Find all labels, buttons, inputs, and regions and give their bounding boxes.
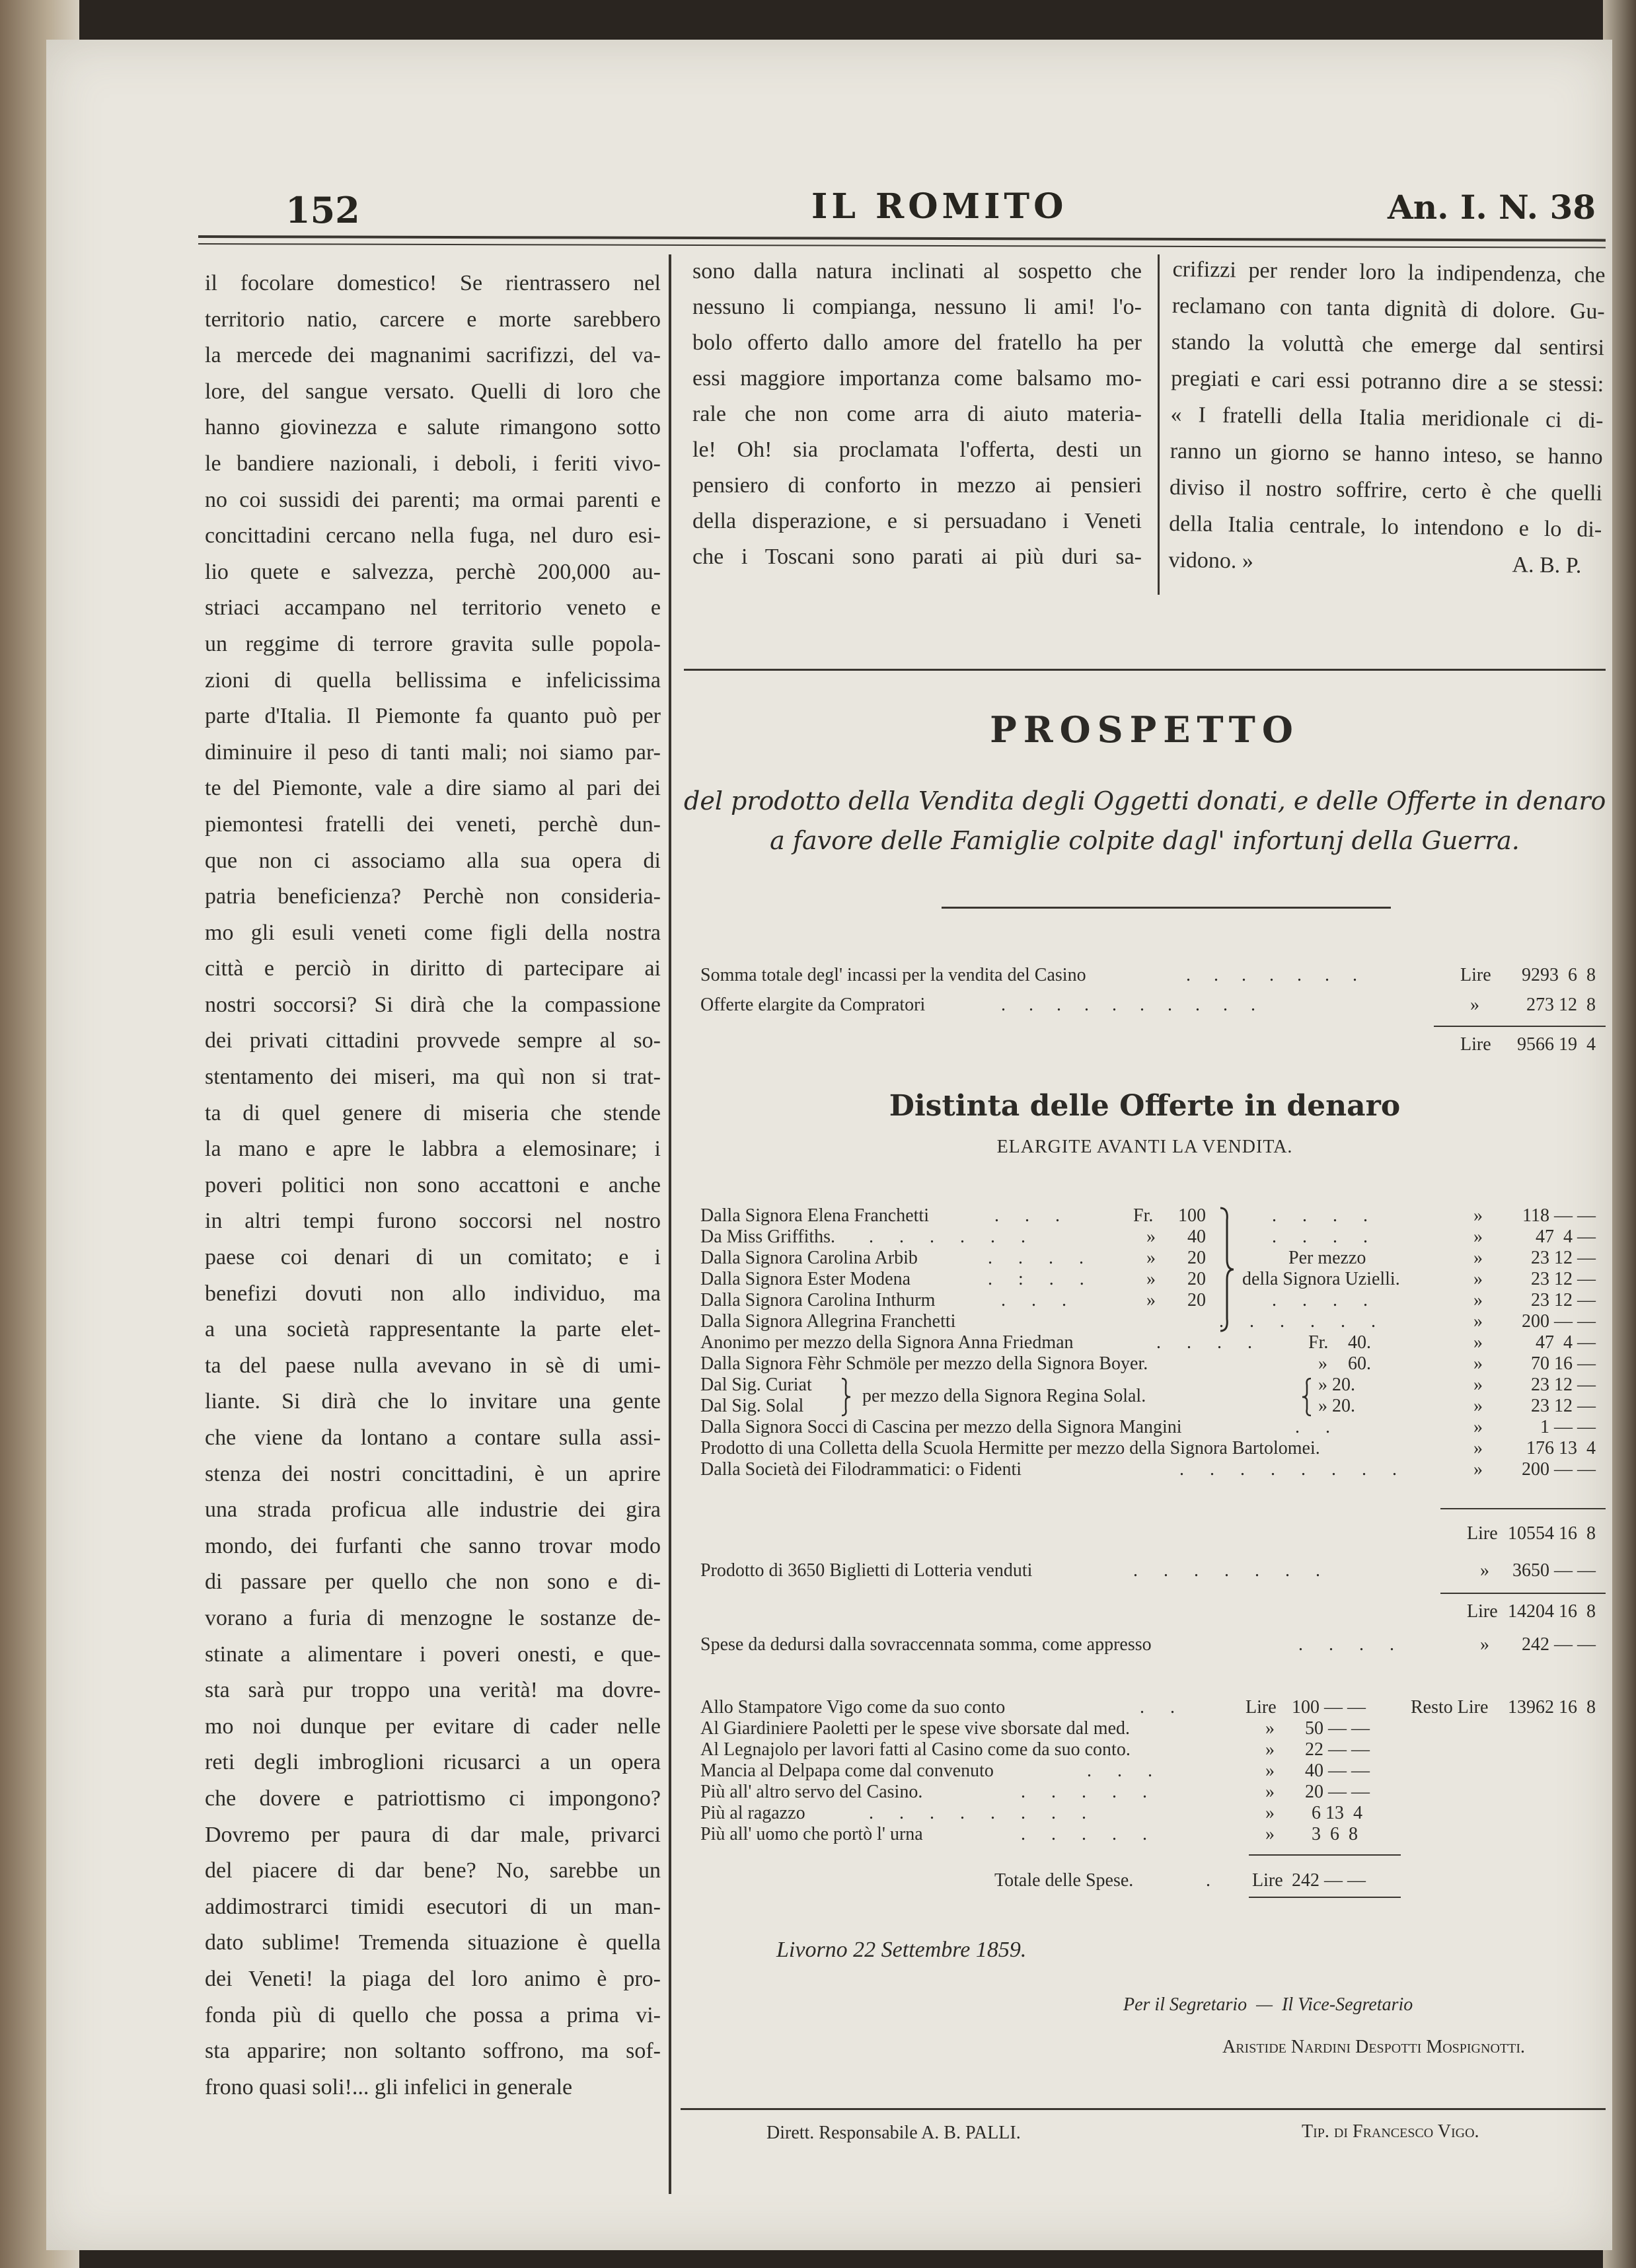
row-amount: 20: [1187, 1248, 1206, 1268]
text-line: patria beneficienza? Perchè non consideria-: [205, 884, 661, 909]
expense-row: [697, 1697, 1609, 1718]
offer-row: [697, 1248, 1609, 1269]
text-line: ta del paese nulla avevano in sè di umi-: [205, 1353, 661, 1378]
row-value: 3650 — —: [1512, 1560, 1596, 1581]
row-amount: 20: [1187, 1269, 1206, 1289]
row-dots: . . . . . .: [869, 1227, 1036, 1247]
text-line: addimostrarci timidi esecutori di un man-: [205, 1894, 661, 1919]
offer-row: [697, 1332, 1609, 1353]
text-line: nostri soccorsi? Si dirà che la compassione: [205, 992, 661, 1017]
expense-row: [697, 1782, 1609, 1803]
text-line: stinate a alimentare i poveri onesti, e que-: [205, 1642, 661, 1667]
column-rule-1: [669, 254, 671, 2194]
row-label: Somma totale degl' incassi per la vendita del Casino: [700, 965, 1086, 985]
text-line: vorano a furia di menzogne le sostanze de-: [205, 1605, 661, 1630]
row-label: Più all' altro servo del Casino.: [700, 1782, 923, 1802]
row-dots: . . . . .: [1021, 1782, 1158, 1802]
offer-row: [697, 1396, 1609, 1417]
footer-rule: [681, 2108, 1606, 2110]
footer-director: Dirett. Responsabile A. B. PALLI.: [766, 2123, 1021, 2143]
curiat-note: per mezzo della Signora Regina Solal.: [862, 1386, 1146, 1406]
text-line: piemontesi fratelli dei veneti, perchè dun-: [205, 812, 661, 837]
text-line: rale che non come arra di aiuto materia-: [692, 402, 1142, 426]
row-currency: »: [1146, 1248, 1156, 1268]
row-result: 176 13 4: [1526, 1438, 1596, 1458]
article-column-1: [205, 266, 661, 2105]
offer-row: [697, 1438, 1609, 1459]
offer-row: [697, 1459, 1609, 1480]
row-dots: .: [1206, 1870, 1210, 1891]
text-line: che i Toscani sono parati ai più duri sa-: [692, 545, 1142, 569]
row-currency: »: [1473, 1269, 1483, 1289]
row-currency: »: [1146, 1269, 1156, 1289]
place-date: Livorno 22 Settembre 1859.: [776, 1938, 1027, 1962]
expense-total-row: [697, 1867, 1609, 1895]
row-currency: »: [1473, 1417, 1483, 1437]
row-label: Anonimo per mezzo della Signora Anna Friedman: [700, 1332, 1074, 1353]
row-dots: . . . .: [1156, 1332, 1263, 1353]
text-line: liante. Si dirà che lo invitare una gente: [205, 1389, 661, 1414]
subtotal-row: [697, 1520, 1609, 1548]
row-label: Al Legnajolo per lavori fatti al Casino come da suo conto.: [700, 1739, 1131, 1760]
row-dots: . .: [1295, 1417, 1341, 1437]
page-number: 152: [285, 189, 360, 231]
text-line: mo gli esuli veneti come figli della nostra: [205, 920, 661, 945]
sum-rule: [1249, 1897, 1401, 1898]
offer-row: [697, 1353, 1609, 1375]
text-line: una strada proficua alle industrie dei gira: [205, 1497, 661, 1523]
row-currency: »: [1473, 1205, 1483, 1226]
row-label: Offerte elargite da Compratori: [700, 995, 926, 1015]
brace-note-line-1: Per mezzo: [1288, 1248, 1366, 1268]
row-label: Più all' uomo che portò l' urna: [700, 1824, 923, 1844]
text-line: dato sublime! Tremenda situazione è quella: [205, 1930, 661, 1955]
row-amount: 40: [1187, 1227, 1206, 1247]
row-value: 242 — —: [1522, 1634, 1596, 1655]
row-label: Dalla Signora Ester Modena: [700, 1269, 911, 1289]
row-currency: Fr.: [1308, 1332, 1329, 1353]
distinta-title: Distinta delle Offerte in denaro: [889, 1089, 1401, 1123]
text-line: sta apparire; non soltanto soffrono, ma sof-: [205, 2039, 661, 2064]
row-currency: »: [1470, 995, 1479, 1015]
row-value: 20 — —: [1305, 1782, 1370, 1802]
row-value: 100 — —: [1292, 1697, 1366, 1718]
row-currency: »: [1265, 1803, 1275, 1823]
text-line: della Italia centrale, lo intendono e lo di-: [1168, 511, 1602, 543]
row-dots: . . .: [1087, 1760, 1163, 1781]
row-value: 10554 16 8: [1508, 1523, 1596, 1544]
text-line: lore, del sangue versato. Quelli di loro che: [205, 379, 661, 404]
text-line: sta sarà pur troppo una verità! ma dovre-: [205, 1678, 661, 1703]
row-value: 14204 16 8: [1508, 1601, 1596, 1622]
resto-label: Resto Lire: [1411, 1697, 1489, 1718]
lotteria-row: [697, 1557, 1609, 1585]
offer-row: [697, 1311, 1609, 1332]
row-label: Allo Stampatore Vigo come da suo conto: [700, 1697, 1006, 1718]
row-label: Prodotto di una Colletta della Scuola Hermitte per mezzo della Signora Bartolomei.: [700, 1438, 1320, 1458]
sum-rule: [1440, 1508, 1606, 1509]
row-label: Dalla Signora Socci di Cascina per mezzo della Signora Mangini: [700, 1417, 1182, 1437]
prospetto-divider: [942, 907, 1391, 909]
row-currency: »: [1473, 1311, 1483, 1332]
row-amount: 100: [1178, 1205, 1206, 1226]
row-label: Dalla Signora Allegrina Franchetti: [700, 1311, 956, 1332]
article-column-3: [1168, 251, 1606, 584]
text-line: benefizi dovuti non allo individuo, ma: [205, 1281, 661, 1306]
text-line: di passare per quello che non sono e di-: [205, 1569, 661, 1595]
text-line: le! Oh! sia proclamata l'offerta, desti un: [692, 437, 1142, 462]
row-currency: »: [1480, 1560, 1489, 1581]
text-line: un reggime di terrore gravita sulle popola-: [205, 631, 661, 656]
text-line: mo noi dunque per evitare di cader nelle: [205, 1714, 661, 1739]
text-line: frono quasi soli!... gli infelici in generale: [205, 2074, 573, 2099]
expense-row: [697, 1739, 1609, 1760]
text-line: che dovere e patriottismo ci impongono?: [205, 1786, 661, 1811]
row-dots: . . . .: [1272, 1227, 1378, 1247]
row-dots: . . . . .: [1021, 1824, 1158, 1844]
expense-row: [697, 1718, 1609, 1739]
masthead-title: IL ROMITO: [811, 186, 1068, 227]
row-currency: »: [1473, 1248, 1483, 1268]
row-dots: . . . .: [1272, 1205, 1378, 1226]
footer-printer: Tip. di Francesco Vigo.: [1302, 2121, 1479, 2142]
row-value: 242 — —: [1292, 1870, 1366, 1891]
expense-row: [697, 1760, 1609, 1782]
row-label: Dalla Signora Fèhr Schmöle per mezzo della Signora Boyer.: [700, 1353, 1148, 1374]
row-value: 9293 6 8: [1522, 965, 1596, 985]
text-line: pregiati e cari essi potranno dire a se stessi:: [1171, 365, 1604, 397]
row-value: 9566 19 4: [1517, 1034, 1596, 1055]
text-line: striaci accampano nel territorio veneto e: [205, 595, 661, 621]
row-value: 22 — —: [1305, 1739, 1370, 1760]
text-line: hanno giovinezza e salute rimangono sotto: [205, 415, 661, 440]
signatory-roles: Per il Segretario — Il Vice-Segretario: [1123, 1994, 1413, 2015]
row-label: Dalla Signora Elena Franchetti: [700, 1205, 929, 1226]
row-result: 23 12 —: [1531, 1290, 1596, 1310]
text-line: della disperazione, e si persuadano i Veneti: [692, 509, 1142, 533]
text-line: che viene da lontano a contare sulla assi-: [205, 1425, 661, 1450]
row-currency: »: [1265, 1718, 1275, 1739]
expense-row: [697, 1824, 1609, 1845]
row-currency: Lire: [1460, 1034, 1491, 1055]
text-line: del piacere di dar bene? No, sarebbe un: [205, 1858, 661, 1883]
brace-note-line-2: della Signora Uzielli.: [1242, 1269, 1400, 1289]
row-amount: 60.: [1348, 1353, 1371, 1374]
row-dots: . . . .: [1272, 1290, 1378, 1310]
row-dots: . . . . . . .: [1186, 965, 1366, 985]
row-dots: . . . . . . .: [1133, 1560, 1331, 1581]
row-dots: . . . . . . . .: [869, 1803, 1097, 1823]
text-line: te del Piemonte, vale a dire siamo al pari dei: [205, 776, 661, 801]
subtotal-row: [697, 1031, 1609, 1059]
row-label: Dalla Signora Carolina Inthurm: [700, 1290, 936, 1310]
offer-row: [697, 1290, 1609, 1311]
row-dots: . . .: [994, 1205, 1070, 1226]
row-label: Dalla Società dei Filodrammatici: o Fidenti: [700, 1459, 1022, 1480]
row-dots: . . . .: [1298, 1634, 1405, 1655]
row-label: Mancia al Delpapa come dal convenuto: [700, 1760, 994, 1781]
spese-summary-row: [697, 1631, 1609, 1659]
row-currency: »: [1473, 1353, 1483, 1374]
row-value: 6 13 4: [1312, 1803, 1362, 1823]
row-label: Da Miss Griffiths.: [700, 1227, 836, 1247]
text-line: parte d'Italia. Il Piemonte fa quanto può per: [205, 704, 661, 729]
text-line: ranno un giorno se hanno inteso, se hanno: [1170, 438, 1603, 470]
sum-rule: [1434, 1026, 1606, 1027]
text-line: le bandiere nazionali, i deboli, i feriti vivo-: [205, 451, 661, 476]
row-result: 23 12 —: [1531, 1375, 1596, 1395]
text-line: stentamento dei miseri, ma quì non si trat-: [205, 1065, 661, 1090]
curly-brace: [1300, 1377, 1314, 1417]
text-line: reclamano con tanta dignità di dolore. Gu-: [1171, 293, 1606, 324]
text-line: sono dalla natura inclinati al sospetto che: [692, 259, 1142, 284]
incassi-row: [697, 962, 1609, 989]
text-line: città e perciò in diritto di partecipare ai: [205, 956, 661, 981]
sum-rule: [1440, 1593, 1606, 1594]
text-line: a una società rappresentante la parte elet-: [205, 1317, 661, 1342]
text-line: mondo, dei furfanti che sanno trovar modo: [205, 1533, 661, 1558]
row-currency: Lire: [1467, 1523, 1498, 1544]
text-line: essi maggiore importanza come balsamo mo-: [692, 366, 1142, 391]
row-amount: » 20.: [1318, 1375, 1355, 1395]
issue-number: An. I. N. 38: [1388, 188, 1596, 227]
text-line: territorio natio, carcere e morte sarebbero: [205, 307, 661, 332]
text-line: lio quete e salvezza, perchè 200,000 au-: [205, 559, 661, 584]
text-line: stando la voluttà che emerge dal sentirsi: [1171, 329, 1605, 361]
prospetto-subtitle-1: del prodotto della Vendita degli Oggetti donati, e delle Offerte in denaro: [684, 786, 1606, 815]
row-amount: 40.: [1348, 1332, 1371, 1353]
text-line: dei Veneti! la piaga del loro animo è pro-: [205, 1966, 661, 1991]
prospetto-subtitle-2: a favore delle Famiglie colpite dagl' infortunj della Guerra.: [770, 826, 1520, 855]
row-currency: »: [1480, 1634, 1489, 1655]
row-value: 50 — —: [1305, 1718, 1370, 1739]
article-signature: A. B. P.: [1512, 552, 1582, 578]
row-amount: » 20.: [1318, 1396, 1355, 1416]
offer-row: [697, 1375, 1609, 1396]
text-line: la mano e apre le labbra a elemosinare; i: [205, 1137, 661, 1162]
row-label: Dal Sig. Solal: [700, 1396, 804, 1416]
text-line: bolo offerto dallo amore del fratello ha per: [692, 330, 1142, 355]
text-line: dei privati cittadini provvede sempre al so-: [205, 1028, 661, 1053]
row-value: 40 — —: [1305, 1760, 1370, 1781]
row-currency: »: [1265, 1760, 1275, 1781]
row-result: 70 16 —: [1531, 1353, 1596, 1374]
row-dots: . .: [1140, 1697, 1185, 1718]
row-result: 118 — —: [1522, 1205, 1596, 1226]
prospetto-title: PROSPETTO: [990, 708, 1300, 751]
text-line: zioni di quella bellissima e infelicissima: [205, 667, 661, 693]
row-currency: Lire: [1246, 1697, 1277, 1718]
row-label: Più al ragazzo: [700, 1803, 805, 1823]
row-currency: Lire: [1252, 1870, 1283, 1891]
row-dots: . . .: [1001, 1290, 1077, 1310]
text-line: vidono. »: [1168, 547, 1254, 574]
row-currency: Lire: [1460, 965, 1491, 985]
curly-brace: [1218, 1207, 1236, 1332]
text-line: concittadini cercano nella fuga, nel duro esi-: [205, 523, 661, 548]
subtotal-row: [697, 1598, 1609, 1626]
row-dots: . : . .: [988, 1269, 1095, 1289]
offer-row: [697, 1269, 1609, 1290]
row-result: 200 — —: [1522, 1459, 1596, 1480]
row-currency: »: [1473, 1438, 1483, 1458]
text-line: diviso il nostro soffrire, certo è che quelli: [1169, 474, 1603, 506]
row-label: Spese da dedursi dalla sovraccennata somma, come appresso: [700, 1634, 1152, 1655]
text-line: la mercede dei magnanimi sacrifizzi, del va-: [205, 343, 661, 368]
row-result: 200 — —: [1522, 1311, 1596, 1332]
text-line: paese coi denari di un comitato; e i: [205, 1245, 661, 1270]
text-line: fonda più di quello che possa a prima vi-: [205, 2002, 661, 2027]
text-line: reti degli imbroglioni ricusarci a un opera: [205, 1750, 661, 1775]
row-currency: »: [1473, 1332, 1483, 1353]
row-currency: Fr.: [1133, 1205, 1154, 1226]
row-currency: »: [1473, 1459, 1483, 1480]
prospetto-top-rule: [684, 669, 1606, 671]
totale-label: Totale delle Spese.: [994, 1870, 1134, 1891]
text-line: « I fratelli della Italia meridionale ci di-: [1170, 402, 1604, 434]
row-currency: »: [1473, 1396, 1483, 1416]
text-line: crifizzi per render loro la indipendenza, che: [1172, 256, 1606, 288]
text-line: poveri politici non sono accattoni e anche: [205, 1172, 661, 1197]
text-line: in altri tempi furono soccorsi nel nostro: [205, 1209, 661, 1234]
row-label: Dal Sig. Curiat: [700, 1375, 812, 1395]
sum-rule: [1249, 1854, 1401, 1856]
text-line: Dovremo per paura di dar male, privarci: [205, 1822, 661, 1847]
row-currency: »: [1473, 1375, 1483, 1395]
offer-row: [697, 1227, 1609, 1248]
row-currency: »: [1473, 1290, 1483, 1310]
row-amount: 20: [1187, 1290, 1206, 1310]
offer-row: [697, 1205, 1609, 1227]
row-dots: . . . . . . . .: [1179, 1459, 1407, 1480]
row-label: Al Giardiniere Paoletti per le spese vive sborsate dal med.: [700, 1718, 1131, 1739]
row-label: Dalla Signora Carolina Arbib: [700, 1248, 918, 1268]
row-result: 1 — —: [1540, 1417, 1596, 1437]
row-dots: . . . .: [988, 1248, 1094, 1268]
row-result: 47 4 —: [1536, 1332, 1596, 1353]
text-line: ta di quel genere di miseria che stende: [205, 1100, 661, 1125]
text-line: il focolare domestico! Se rientrassero nel: [205, 271, 661, 295]
row-result: 23 12 —: [1531, 1396, 1596, 1416]
signatory-names: Aristide Nardini Despotti Mospignotti.: [1222, 2037, 1525, 2057]
column-rule-2: [1158, 254, 1160, 595]
row-currency: »: [1146, 1290, 1156, 1310]
text-line: diminuire il peso di tanti mali; noi siamo par-: [205, 739, 661, 765]
row-currency: »: [1265, 1824, 1275, 1844]
text-line: stenza dei nostri concittadini, è un aprire: [205, 1461, 661, 1486]
row-value: 273 12 8: [1526, 995, 1596, 1015]
expense-row: [697, 1803, 1609, 1824]
text-line: que non ci associamo alla sua opera di: [205, 848, 661, 873]
row-result: 23 12 —: [1531, 1269, 1596, 1289]
article-column-2: [692, 254, 1142, 575]
resto-value: 13962 16 8: [1508, 1697, 1596, 1718]
row-result: 47 4 —: [1536, 1227, 1596, 1247]
incassi-row: [697, 991, 1609, 1019]
distinta-subtitle: ELARGITE AVANTI LA VENDITA.: [996, 1137, 1293, 1157]
text-line: nessuno li compianga, nessuno li ami! l'o-: [692, 295, 1142, 319]
offer-row: [697, 1417, 1609, 1438]
row-result: 23 12 —: [1531, 1248, 1596, 1268]
row-value: 3 6 8: [1312, 1824, 1358, 1844]
row-label: Prodotto di 3650 Biglietti di Lotteria venduti: [700, 1560, 1033, 1581]
curly-brace: [839, 1377, 852, 1417]
row-currency: »: [1473, 1227, 1483, 1247]
row-dots: . . . . . . . . . .: [1001, 995, 1265, 1015]
row-currency: »: [1318, 1353, 1327, 1374]
row-dots: . . . . . .: [1219, 1311, 1386, 1332]
text-line: no coi sussidi dei parenti; ma ormai parenti e: [205, 487, 661, 512]
row-currency: »: [1146, 1227, 1156, 1247]
text-line: pensiero di conforto in mezzo ai pensieri: [692, 473, 1142, 498]
row-currency: »: [1265, 1739, 1275, 1760]
row-currency: »: [1265, 1782, 1275, 1802]
row-currency: Lire: [1467, 1601, 1498, 1622]
